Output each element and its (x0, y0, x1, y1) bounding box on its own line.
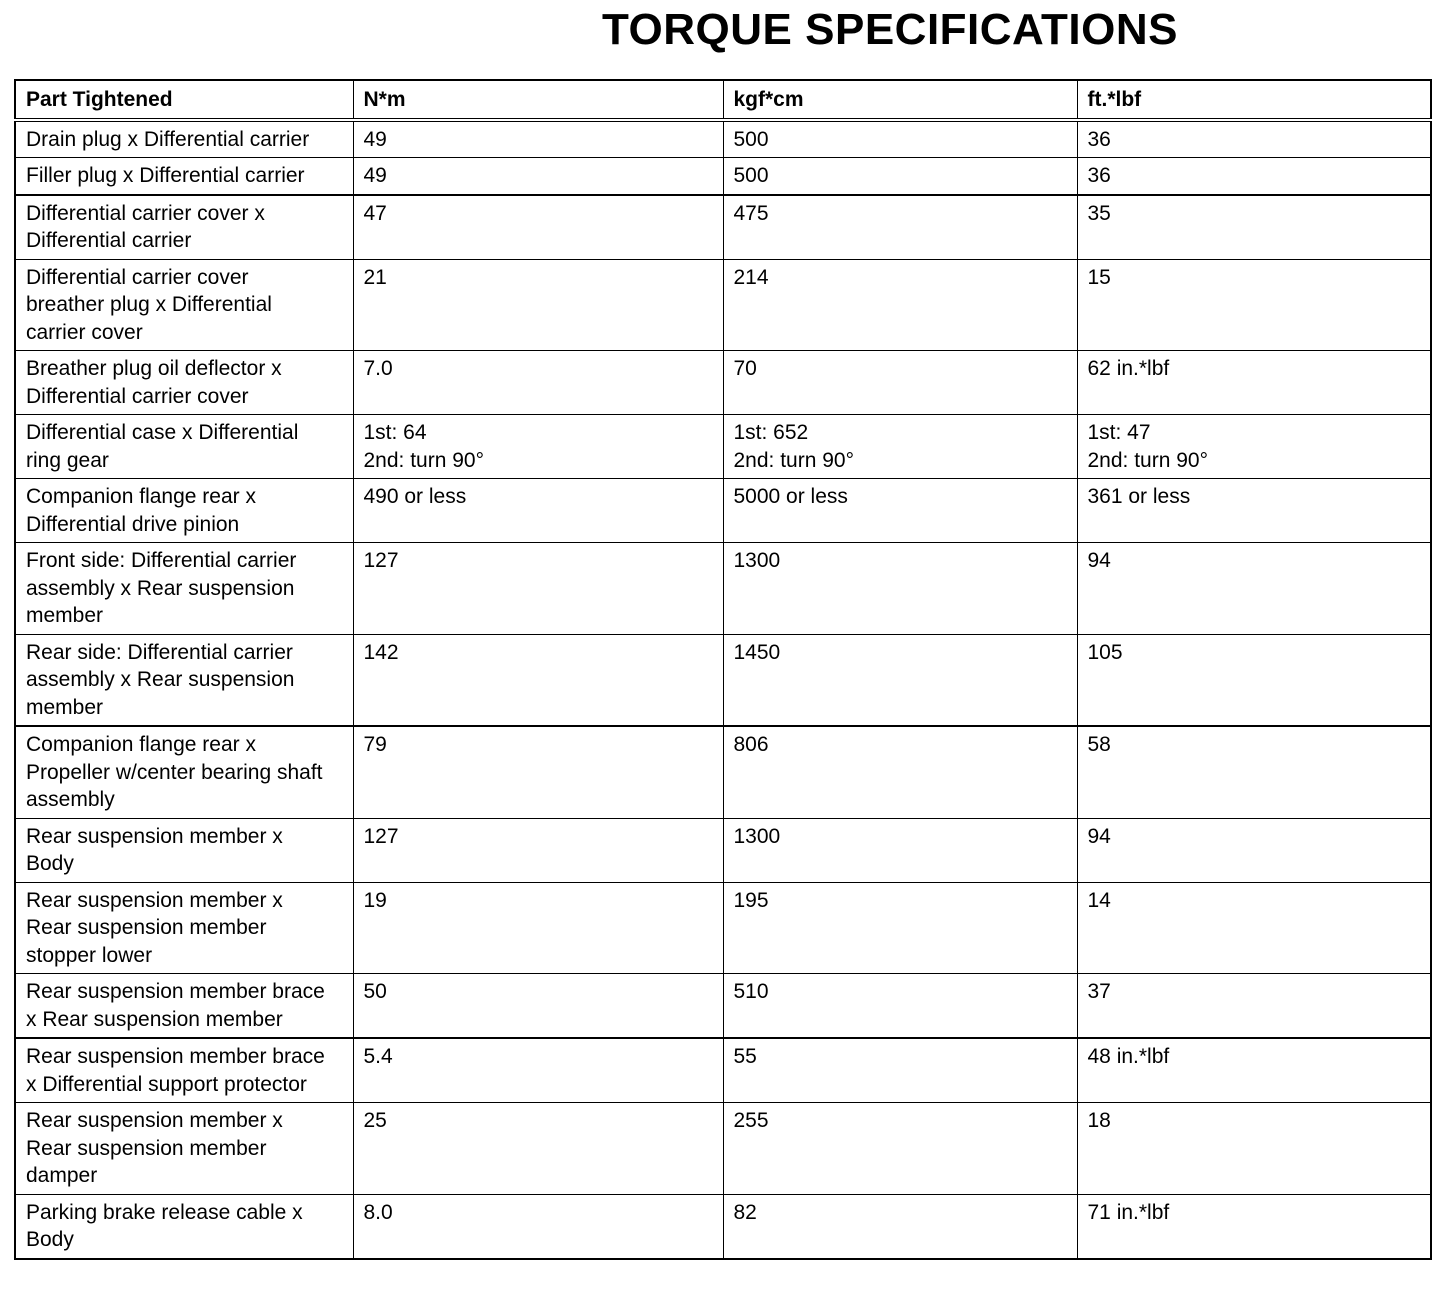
cell-nm: 142 (353, 634, 723, 726)
cell-nm: 50 (353, 974, 723, 1039)
cell-kgfcm: 1300 (723, 543, 1077, 635)
cell-kgfcm: 1450 (723, 634, 1077, 726)
cell-ftlbf: 94 (1077, 543, 1431, 635)
cell-nm: 1st: 64 2nd: turn 90° (353, 415, 723, 479)
cell-nm: 19 (353, 882, 723, 974)
cell-kgfcm: 806 (723, 726, 1077, 818)
torque-spec-table (14, 79, 1432, 1260)
page-title: TORQUE SPECIFICATIONS (601, 5, 1179, 54)
cell-kgfcm: 255 (723, 1103, 1077, 1195)
cell-kgfcm: 500 (723, 120, 1077, 158)
cell-part-tightened: Filler plug x Differential carrier (15, 158, 353, 195)
table-row (15, 195, 1431, 260)
cell-kgfcm: 82 (723, 1194, 1077, 1259)
cell-part-tightened: Differential case x Differential ring gear (15, 415, 353, 479)
cell-ftlbf: 58 (1077, 726, 1431, 818)
table-row (15, 1194, 1431, 1259)
cell-part-tightened: Companion flange rear x Differential drive pinion (15, 479, 353, 543)
table-body (15, 120, 1431, 1259)
cell-kgfcm: 510 (723, 974, 1077, 1039)
cell-part-tightened: Front side: Differential carrier assembly x Rear suspension member (15, 543, 353, 635)
cell-nm: 79 (353, 726, 723, 818)
table-row (15, 351, 1431, 415)
cell-ftlbf: 105 (1077, 634, 1431, 726)
cell-kgfcm: 1300 (723, 818, 1077, 882)
table-row (15, 1103, 1431, 1195)
cell-ftlbf: 15 (1077, 259, 1431, 351)
cell-kgfcm: 214 (723, 259, 1077, 351)
table-row (15, 158, 1431, 195)
cell-part-tightened: Rear side: Differential carrier assembly x Rear suspension member (15, 634, 353, 726)
cell-part-tightened: Rear suspension member x Rear suspension member stopper lower (15, 882, 353, 974)
table-row (15, 479, 1431, 543)
cell-part-tightened: Rear suspension member brace x Rear suspension member (15, 974, 353, 1039)
cell-ftlbf: 36 (1077, 120, 1431, 158)
cell-part-tightened: Rear suspension member brace x Differential support protector (15, 1038, 353, 1103)
cell-ftlbf: 361 or less (1077, 479, 1431, 543)
cell-part-tightened: Rear suspension member x Body (15, 818, 353, 882)
cell-nm: 8.0 (353, 1194, 723, 1259)
cell-ftlbf: 18 (1077, 1103, 1431, 1195)
table-row (15, 543, 1431, 635)
cell-part-tightened: Drain plug x Differential carrier (15, 120, 353, 158)
cell-nm: 47 (353, 195, 723, 260)
cell-part-tightened: Differential carrier cover x Differential carrier (15, 195, 353, 260)
cell-part-tightened: Companion flange rear x Propeller w/center bearing shaft assembly (15, 726, 353, 818)
cell-nm: 49 (353, 120, 723, 158)
cell-ftlbf: 71 in.*lbf (1077, 1194, 1431, 1259)
cell-part-tightened: Differential carrier cover breather plug x Differential carrier cover (15, 259, 353, 351)
cell-part-tightened: Breather plug oil deflector x Differential carrier cover (15, 351, 353, 415)
cell-ftlbf: 37 (1077, 974, 1431, 1039)
table-row (15, 726, 1431, 818)
header-kgfcm: kgf*cm (723, 80, 1077, 120)
table-row (15, 415, 1431, 479)
cell-nm: 7.0 (353, 351, 723, 415)
table-row (15, 120, 1431, 158)
table-row (15, 882, 1431, 974)
cell-ftlbf: 48 in.*lbf (1077, 1038, 1431, 1103)
table-header-row (15, 80, 1431, 120)
cell-kgfcm: 5000 or less (723, 479, 1077, 543)
table-row (15, 974, 1431, 1039)
header-ftlbf: ft.*lbf (1077, 80, 1431, 120)
cell-nm: 127 (353, 543, 723, 635)
cell-nm: 25 (353, 1103, 723, 1195)
cell-kgfcm: 195 (723, 882, 1077, 974)
table-row (15, 259, 1431, 351)
cell-kgfcm: 475 (723, 195, 1077, 260)
cell-kgfcm: 1st: 652 2nd: turn 90° (723, 415, 1077, 479)
cell-nm: 490 or less (353, 479, 723, 543)
header-part-tightened: Part Tightened (15, 80, 353, 120)
table-row (15, 634, 1431, 726)
cell-nm: 49 (353, 158, 723, 195)
cell-kgfcm: 55 (723, 1038, 1077, 1103)
cell-part-tightened: Parking brake release cable x Body (15, 1194, 353, 1259)
table-row (15, 818, 1431, 882)
cell-kgfcm: 500 (723, 158, 1077, 195)
cell-ftlbf: 94 (1077, 818, 1431, 882)
cell-ftlbf: 1st: 47 2nd: turn 90° (1077, 415, 1431, 479)
cell-kgfcm: 70 (723, 351, 1077, 415)
cell-ftlbf: 14 (1077, 882, 1431, 974)
cell-nm: 21 (353, 259, 723, 351)
header-nm: N*m (353, 80, 723, 120)
cell-ftlbf: 62 in.*lbf (1077, 351, 1431, 415)
cell-ftlbf: 35 (1077, 195, 1431, 260)
cell-part-tightened: Rear suspension member x Rear suspension member damper (15, 1103, 353, 1195)
cell-nm: 5.4 (353, 1038, 723, 1103)
table-row (15, 1038, 1431, 1103)
cell-nm: 127 (353, 818, 723, 882)
cell-ftlbf: 36 (1077, 158, 1431, 195)
